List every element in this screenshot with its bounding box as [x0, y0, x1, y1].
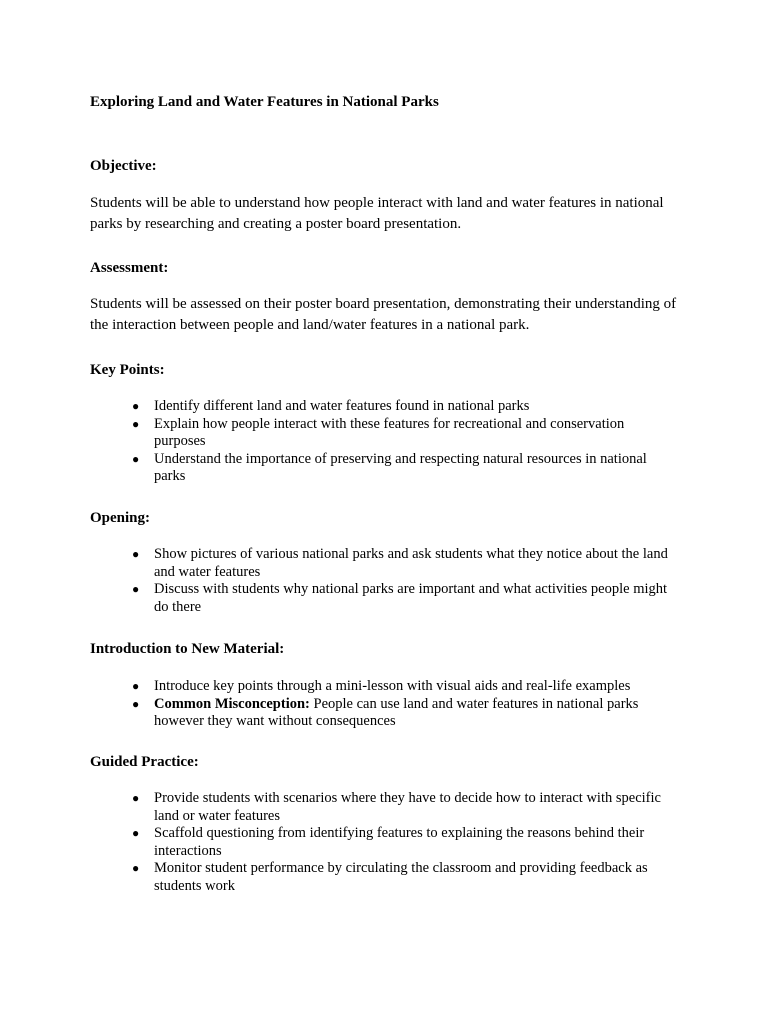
- bullet-icon: ●: [132, 582, 140, 596]
- list-item-text: Identify different land and water features found in national parks: [154, 398, 530, 414]
- list-item-text: Understand the importance of preserving and respecting natural resources in national parks: [154, 450, 647, 484]
- bullet-icon: ●: [132, 679, 140, 693]
- assessment-text: Students will be assessed on their poster board presentation, demonstrating their understanding of the interaction between people and land/water features in a national park.: [90, 296, 677, 333]
- list-item: [132, 860, 679, 895]
- bullet-icon: ●: [132, 399, 140, 413]
- key-points-list: [132, 398, 679, 486]
- list-item: [132, 790, 679, 825]
- list-item: [132, 581, 679, 616]
- list-item: [132, 450, 679, 486]
- objective-heading: Objective:: [90, 158, 157, 174]
- list-item: [132, 415, 679, 451]
- guided-practice-list: [132, 790, 679, 895]
- list-item-text: Discuss with students why national parks are important and what activities people might do there: [154, 581, 668, 615]
- misconception-label: Common Misconception:: [154, 695, 310, 712]
- guided-practice-heading: Guided Practice:: [90, 754, 199, 770]
- opening-list: [132, 546, 679, 616]
- list-item-text: Monitor student performance by circulating the classroom and providing feedback as students work: [154, 860, 648, 894]
- assessment-heading: Assessment:: [90, 260, 169, 276]
- list-item: [132, 398, 679, 416]
- bullet-icon: ●: [132, 451, 140, 466]
- bullet-icon: ●: [132, 791, 140, 805]
- list-item-text: Explain how people interact with these features for recreational and conservation purposes: [154, 415, 625, 449]
- list-item-text: Provide students with scenarios where they have to decide how to interact with specific land or water features: [154, 790, 661, 824]
- intro-heading: Introduction to New Material:: [90, 641, 285, 657]
- opening-heading: Opening:: [90, 510, 151, 526]
- bullet-icon: ●: [132, 416, 140, 431]
- list-item: [132, 695, 679, 731]
- intro-list: [132, 678, 679, 731]
- bullet-icon: ●: [132, 696, 140, 711]
- bullet-icon: ●: [132, 861, 140, 875]
- bullet-icon: ●: [132, 826, 140, 840]
- misconception-text: People can use land and water features in national parks however they want without consequences: [154, 695, 639, 729]
- list-item: [132, 678, 679, 696]
- objective-text: Students will be able to understand how people interact with land and water features in national parks by researching and creating a poster board presentation.: [90, 195, 664, 232]
- key-points-heading: Key Points:: [90, 362, 165, 378]
- list-item-text: Scaffold questioning from identifying features to explaining the reasons behind their interactions: [154, 825, 645, 859]
- list-item-text: Introduce key points through a mini-lesson with visual aids and real-life examples: [154, 678, 631, 694]
- list-item-text: Show pictures of various national parks and ask students what they notice about the land and water features: [154, 546, 668, 580]
- list-item: [132, 825, 679, 860]
- document-title: Exploring Land and Water Features in National Parks: [90, 94, 439, 110]
- list-item: [132, 546, 679, 581]
- bullet-icon: ●: [132, 547, 140, 561]
